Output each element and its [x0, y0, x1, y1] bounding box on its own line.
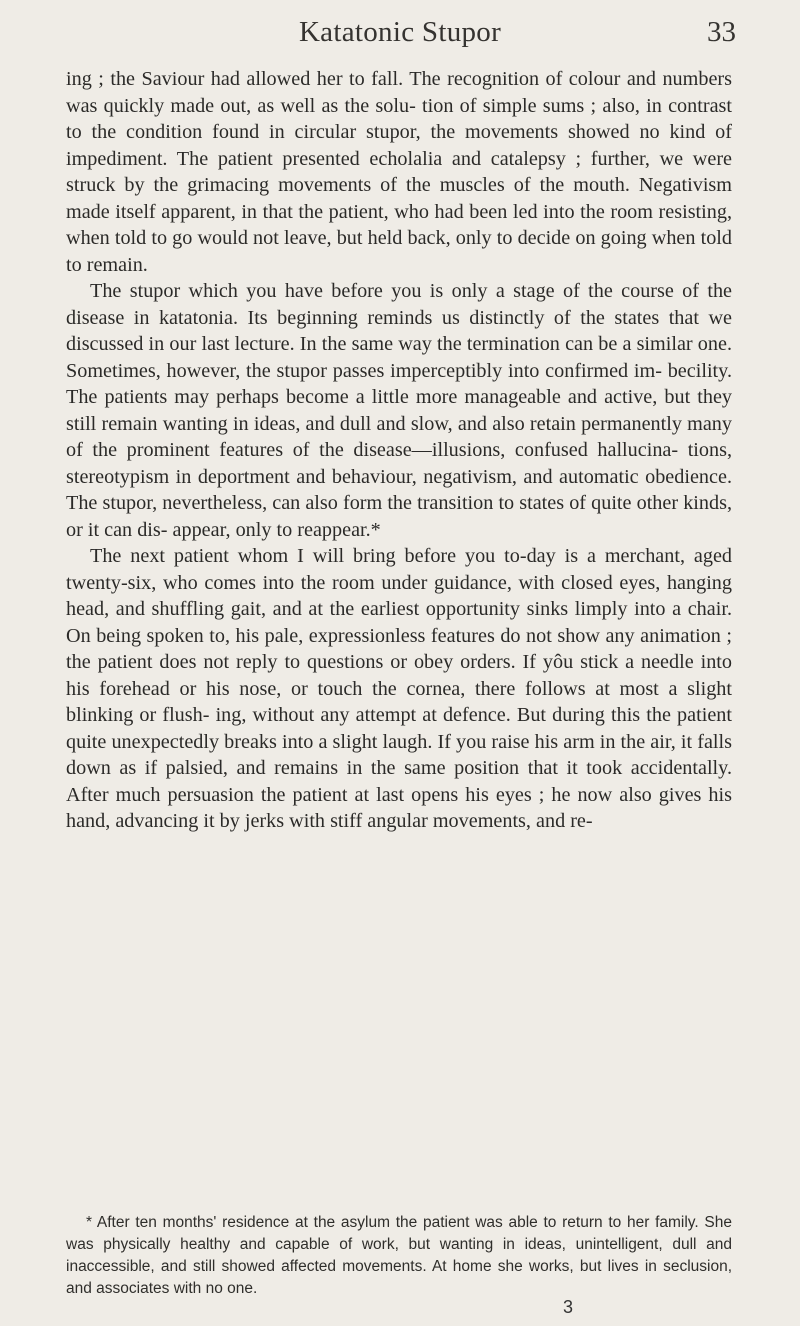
paragraph: The next patient whom I will bring before you to-day is a merchant, aged twenty-six, who comes into the room under guidance, with closed eyes, hanging head, and shuffling gait, and at the earliest opportunity sinks limply into a chair. On being spoken to, his pale, expressionless features do not show any animation ; the patient does not reply to questions or obey orders. If yôu stick a needle into his forehead or his nose, or touch the cornea, there follows at most a slight blinking or flush- ing, without any attempt at defence. But during this the patient quite unexpectedly breaks into a slight laugh. If you raise his arm in the air, it falls down as if palsied, and remains in the same position that it took accidentally. After much persuasion the patient at last opens his eyes ; he now also gives his hand, advancing it by jerks with stiff angular movements, and re-	[66, 545, 732, 832]
paragraph: The stupor which you have before you is only a stage of the course of the disease in katatonia. Its beginning reminds us distinctly of the states that we discussed in our last lecture. In the same way the termination can be a similar one. Sometimes, however, the stupor passes imperceptibly into confirmed im- becility. The patients may perhaps become a little more manageable and active, but they still remain wanting in ideas, and dull and slow, and also retain permanently many of the prominent features of the disease—illusions, confused hallucina- tions, stereotypism in deportment and behaviour, negativism, and automatic obedience. The stupor, nevertheless, can also form the transition to states of quite other kinds, or it can dis- appear, only to reappear.*	[66, 280, 732, 541]
signature-mark: 3	[563, 1297, 574, 1317]
running-title: Katatonic Stupor	[298, 16, 502, 48]
footnote: * After ten months' residence at the asylum the patient was able to return to her family. She was physically healthy and capable of work, but wanting in ideas, unintelligent, dull and inaccessible, and still showed affected movements. At home she works, but lives in seclusion, and associates with no one.	[66, 1214, 732, 1297]
page-number: 33	[707, 16, 736, 48]
paragraph: ing ; the Saviour had allowed her to fall. The recognition of colour and numbers was quickly made out, as well as the solu- tion of simple sums ; also, in contrast to the condition found in circular stupor, the movements showed no kind of impediment. The patient presented echolalia and catalepsy ; further, we were struck by the grimacing movements of the muscles of the mouth. Negativism made itself apparent, in that the patient, who had been led into the room resisting, when told to go would not leave, but held back, only to decide on going when told to remain.	[66, 68, 732, 276]
body-text	[66, 66, 732, 835]
